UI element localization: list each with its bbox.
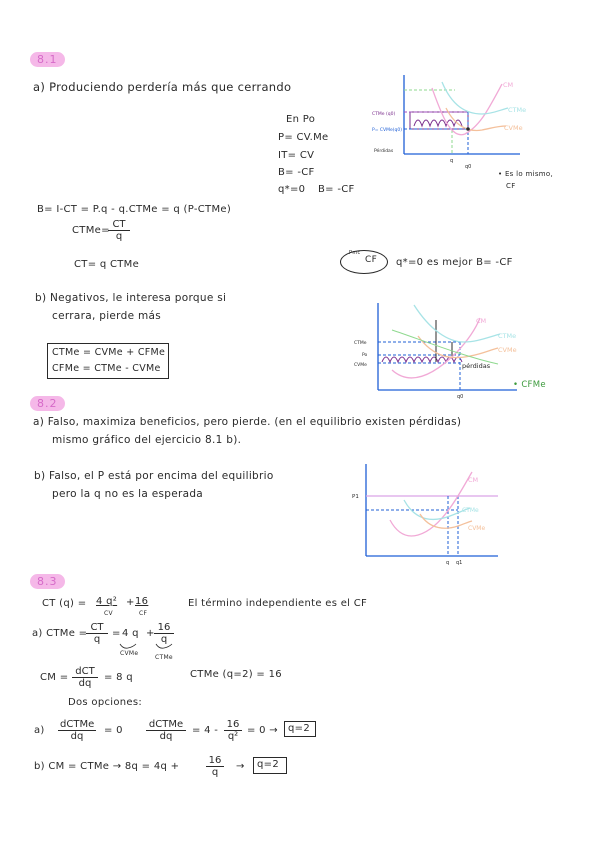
opt-a-answer-box — [284, 721, 316, 737]
opt-a-label: a) — [34, 725, 45, 736]
ctme-a-t1: 4 q — [122, 628, 139, 639]
opt-a2-den: dq — [159, 731, 173, 742]
opt-a-num: dCTMe — [60, 719, 95, 730]
graph1-label-ctme-q: CTMe (q0) — [372, 112, 396, 117]
opt-a2-inner-fraction — [224, 719, 242, 742]
graph1-label-cm: CM — [503, 81, 514, 89]
graph3-cm-curve — [390, 472, 472, 536]
opt-b-arrow: → — [236, 761, 245, 772]
opt-a2-tail: = 0 → — [247, 725, 278, 736]
box-line1: CTMe = CVMe + CFMe — [52, 347, 166, 358]
s2-answer-b-line2: pero la q no es la esperada — [52, 488, 204, 500]
ctme-a-t2-num: 16 — [154, 622, 174, 634]
graph3-label-cm: CM — [468, 476, 479, 484]
opt-a2-f-den: q² — [227, 731, 239, 742]
eq-q-zero: q*=0 — [278, 184, 306, 195]
ctme-a-plus: + — [146, 628, 155, 639]
graph2-label-cvme-y: CVMe — [354, 363, 367, 368]
opt-a2-eq: = 4 - — [192, 725, 219, 736]
ct-note: El término independiente es el CF — [188, 598, 368, 609]
graph1-note-line2: CF — [506, 182, 516, 190]
cm-result: = 8 q — [104, 672, 133, 683]
graph1-label-perdidas: Pérdidas — [374, 149, 394, 154]
graph-price-above-equilibrium — [350, 460, 510, 570]
section-header-8-3: 8.3 — [30, 574, 65, 589]
graph1-label-p: P= CVMe(q0) — [372, 128, 403, 133]
eq-b-cf-2: B= -CF — [318, 184, 355, 195]
ctme-q2: CTMe (q=2) = 16 — [190, 669, 282, 680]
circled-cf — [340, 250, 388, 274]
opt-a2-num: dCTMe — [146, 719, 186, 731]
s2-answer-b-line1: b) Falso, el P está por encima del equilibrio — [34, 470, 274, 482]
graph1-label-ctme: CTMe — [508, 106, 527, 114]
graph2-label-cvme: CVMe — [498, 346, 517, 354]
graph3-label-p: P1 — [352, 494, 359, 500]
eq-it-cv: IT= CV — [278, 150, 315, 161]
cm-fraction — [72, 666, 98, 689]
ct-plus: + — [126, 597, 135, 608]
opt-b-line: b) CM = CTMe → 8q = 4q + — [34, 761, 180, 772]
cost-identity-box — [47, 343, 169, 379]
opt-b-fraction — [206, 755, 224, 778]
graph3-label-ctme: CTMe — [462, 507, 479, 514]
ctme-a-den: q — [93, 634, 101, 645]
ctme-a-eq: = — [112, 628, 121, 639]
opt-a-den: dq — [70, 731, 84, 742]
graph3-label-q1: q1 — [456, 560, 463, 566]
graph1-ctme-curve — [442, 82, 508, 114]
eq-p-cvme: P= CV.Me — [278, 132, 329, 143]
ctme-a-cvme: CVMe — [120, 650, 139, 657]
opt-b-f-den: q — [211, 767, 219, 778]
opt-b-answer-box — [253, 757, 287, 774]
graph1-label-cvme: CVMe — [504, 124, 523, 132]
graph1-label-q0: q0 — [465, 164, 472, 170]
ctme-def-label: CTMe= — [72, 225, 110, 236]
dos-opciones: Dos opciones: — [68, 697, 143, 708]
opt-a2-f-num: 16 — [224, 719, 242, 731]
graph3-cvme-curve — [420, 514, 472, 528]
ct-term1-sub: CV — [104, 610, 113, 617]
ct-term2: 16 — [135, 596, 149, 607]
graph2-label-perdidas: pérdidas — [462, 362, 491, 370]
ct-equation: CT= q CTMe — [74, 259, 140, 270]
graph2-label-ctme: CTMe — [498, 332, 517, 340]
graph3-label-q: q — [446, 560, 450, 566]
cm-label: CM = — [40, 672, 69, 683]
benefit-equation: B= I-CT = P.q - q.CTMe = q (P-CTMe) — [37, 204, 232, 215]
ct-term1: 4 q² — [96, 596, 118, 607]
section-header-8-2: 8.2 — [30, 396, 65, 411]
opt-b-f-num: 16 — [206, 755, 224, 767]
graph1-cm-curve — [432, 84, 502, 135]
ct-term2-sub: CF — [139, 610, 148, 617]
en-po-label: En Po — [286, 114, 316, 125]
graph2-label-q0: q0 — [457, 394, 464, 400]
ctme-a-ctme: CTMe — [155, 654, 173, 661]
circled-cf-text: CF — [365, 255, 378, 265]
graph2-cvme-curve — [418, 336, 498, 358]
graph2-ctme-curve — [414, 305, 500, 342]
ctme-a-num: CT — [86, 622, 108, 634]
opt-a-fraction — [58, 719, 96, 742]
opt-a-eq: = 0 — [104, 725, 123, 736]
s2-answer-a-line2: mismo gráfico del ejercicio 8.1 b). — [52, 434, 242, 446]
box-line2: CFMe = CTMe - CVMe — [52, 363, 161, 374]
ctme-def-fraction — [108, 219, 130, 242]
s2-answer-a-line1: a) Falso, maximiza beneficios, pero pierde. (en el equilibrio existen pérdidas) — [33, 416, 462, 428]
answer-b-line2: cerrara, pierde más — [52, 310, 162, 322]
graph3-label-cvme: CVMe — [468, 525, 486, 532]
graph2-label-cfme: • CFMe — [513, 380, 546, 390]
cm-den: dq — [78, 678, 92, 689]
graph-shutdown-point — [370, 70, 530, 180]
opt-a2-fraction — [146, 719, 186, 742]
answer-a-line: a) Produciendo perdería más que cerrando — [33, 80, 292, 94]
graph2-label-po: Po — [362, 353, 368, 358]
graph2-label-cm: CM — [476, 317, 487, 325]
ctme-a-fraction — [86, 622, 108, 645]
opt-a-answer: q=2 — [288, 723, 310, 734]
eq-b-cf: B= -CF — [278, 167, 315, 178]
ct-function-left: CT (q) = — [42, 598, 87, 609]
circled-cf-sup: Pmc — [349, 250, 361, 256]
ctme-def-num: CT — [108, 219, 130, 231]
graph2-label-ctme-y: CTMe — [354, 341, 367, 346]
ctme-a-t2-den: q — [160, 634, 168, 645]
graph1-note-line1: • Es lo mismo, — [498, 170, 554, 178]
opt-b-answer: q=2 — [257, 759, 279, 770]
answer-b-line1: b) Negativos, le interesa porque si — [35, 292, 227, 304]
ctme-def-den: q — [115, 231, 123, 242]
section-header-8-1: 8.1 — [30, 52, 65, 67]
ctme-a-label: a) CTMe = — [32, 628, 88, 639]
cm-num: dCT — [72, 666, 98, 678]
graph1-label-q: q — [450, 158, 454, 164]
mejor-line: q*=0 es mejor B= -CF — [396, 257, 513, 268]
